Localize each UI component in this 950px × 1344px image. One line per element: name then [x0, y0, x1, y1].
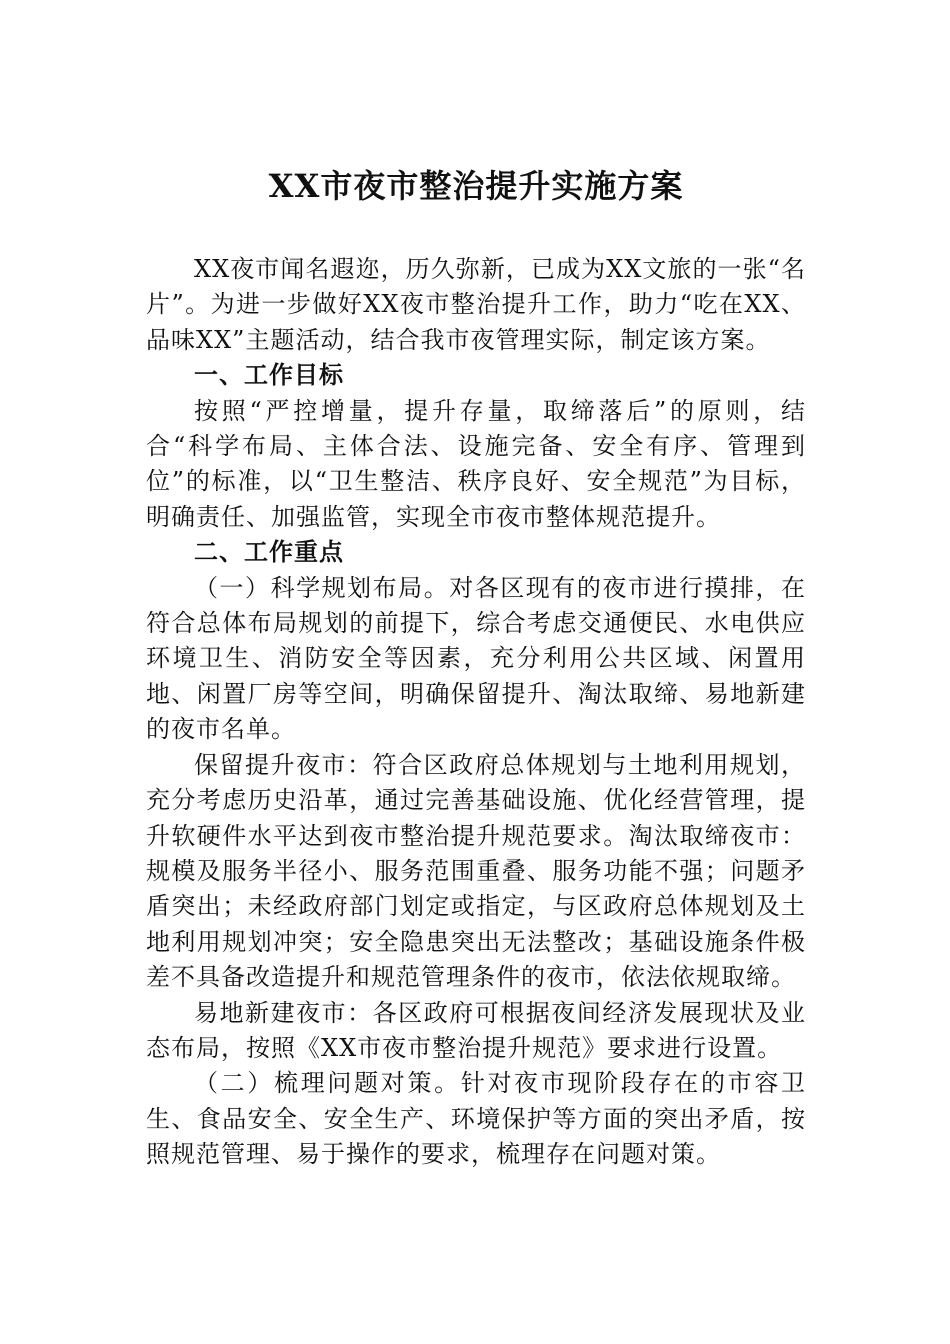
section-heading-focus: 二、工作重点 [194, 538, 344, 567]
focus-paragraph-problems: （二）梳理问题对策。针对夜市现阶段存在的市容卫生、食品安全、安全生产、环境保护等方面的突出矛盾，按照规范管理、易于操作的要求，梳理存在问题对策。 [146, 1069, 806, 1169]
focus-paragraph-retain: 保留提升夜市：符合区政府总体规划与土地利用规划，充分考虑历史沿革，通过完善基础设施、优化经营管理，提升软硬件水平达到夜市整治提升规范要求。淘汰取缔夜市：规模及服务半径小、服务范围重叠、服务功能不强；问题矛盾突出；未经政府部门划定或指定，与区政府总体规划及土地利用规划冲突；安全隐患突出无法整改；基础设施条件极差不具备改造提升和规范管理条件的夜市，依法依规取缔。 [146, 750, 806, 992]
intro-paragraph: XX夜市闻名遐迩，历久弥新，已成为XX文旅的一张“名片”。为进一步做好XX夜市整治提升工作，助力“吃在XX、品味XX”主题活动，结合我市夜管理实际，制定该方案。 [146, 255, 806, 354]
section-heading-goals: 一、工作目标 [194, 361, 344, 390]
document-title: XX市夜市整治提升实施方案 [268, 167, 684, 205]
focus-paragraph-relocate: 易地新建夜市：各区政府可根据夜间经济发展现状及业态布局，按照《XX市夜市整治提升规范》要求进行设置。 [146, 998, 806, 1062]
document-page [146, 160, 806, 1173]
goals-paragraph: 按照“严控增量，提升存量，取缔落后”的原则，结合“科学布局、主体合法、设施完备、安全有序、管理到位”的标准，以“卫生整洁、秩序良好、安全规范”为目标，明确责任、加强监管，实现全市夜市整体规范提升。 [146, 396, 806, 531]
focus-paragraph-planning: （一）科学规划布局。对各区现有的夜市进行摸排，在符合总体布局规划的前提下，综合考虑交通便民、水电供应环境卫生、消防安全等因素，充分利用公共区域、闲置用地、闲置厂房等空间，明确保留提升、淘汰取缔、易地新建的夜市名单。 [146, 573, 806, 744]
